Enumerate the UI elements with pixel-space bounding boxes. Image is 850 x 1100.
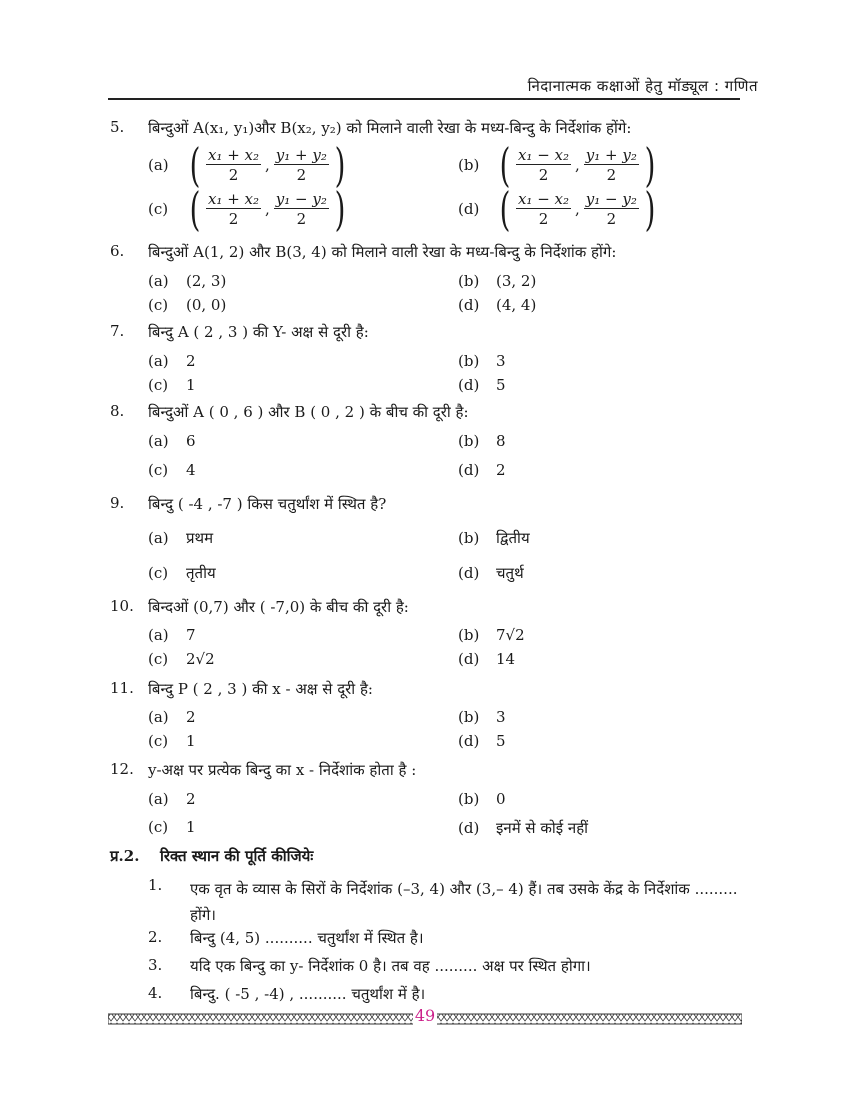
section-number: प्र.2. xyxy=(110,847,140,865)
option-c: (c) 4 xyxy=(148,461,196,479)
question-number: 8. xyxy=(110,402,125,420)
option-b: (b) (3, 2) xyxy=(458,272,537,290)
option-b: (b) ( $\frac{\text{x₁ − x₂}}{2}$ , $\frac{\text{y₁ + y₂}}{2}$ ) xyxy=(458,138,656,192)
fraction-numerator: x₁ + x₂ xyxy=(207,145,260,164)
fill-item-text: बिन्दु. ( -5 , -4) , .......... चतुर्थांश में है। xyxy=(190,985,426,1003)
question-number: 6. xyxy=(110,242,125,260)
fill-item: 4. xyxy=(148,984,163,1002)
section-title: रिक्त स्थान की पूर्ति कीजियेः xyxy=(160,847,314,865)
question-text: बिन्दु P ( 2 , 3 ) की x - अक्ष से दूरी है: xyxy=(148,680,373,698)
question-text: बिन्दओं (0,7) और ( -7,0) के बीच की दूरी है: xyxy=(148,598,409,616)
option-label: (b) xyxy=(458,156,480,174)
option-a: (a) (2, 3) xyxy=(148,272,227,290)
option-label: (d) xyxy=(458,200,480,218)
fraction-denominator: 2 xyxy=(296,209,307,228)
question-number: 5. xyxy=(110,118,125,136)
option-c: (c) (0, 0) xyxy=(148,296,227,314)
fraction-denominator: 2 xyxy=(538,165,549,184)
fraction-denominator: 2 xyxy=(606,165,617,184)
option-d: (d) 14 xyxy=(458,650,516,668)
running-header: निदानात्मक कक्षाओं हेतु मॉड्यूल : गणित xyxy=(527,77,758,95)
question-text: बिन्दुओं A(x₁, y₁)और B(x₂, y₂) को मिलाने वाली रेखा के मध्य-बिन्दु के निर्देशांक होंगे: xyxy=(148,119,632,137)
fraction-numerator: y₁ − y₂ xyxy=(275,189,327,208)
option-a: (a) प्रथम xyxy=(148,529,214,547)
option-d: (d) 5 xyxy=(458,376,506,394)
option-a: (a) 2 xyxy=(148,352,196,370)
option-b: (b) 8 xyxy=(458,432,506,450)
option-a: (a) ( $\frac{\text{x₁ + x₂}}{2}$ , $\frac{\text{y₁ + y₂}}{2}$ ) xyxy=(148,138,346,192)
fraction-numerator: x₁ − x₂ xyxy=(517,145,570,164)
option-d: (d) चतुर्थ xyxy=(458,564,524,582)
question-number: 10. xyxy=(110,597,134,615)
option-d: (d) ( $\frac{\text{x₁ − x₂}}{2}$ , $\frac{\text{y₁ − y₂}}{2}$ ) xyxy=(458,182,656,236)
fill-item: 3. xyxy=(148,956,163,974)
option-label: (a) xyxy=(148,156,169,174)
option-c: (c) तृतीय xyxy=(148,564,216,582)
option-b: (b) द्वितीय xyxy=(458,529,530,547)
fill-item: 1. xyxy=(148,876,163,894)
option-b: (b) 7√2 xyxy=(458,626,525,644)
fraction-numerator: y₁ + y₂ xyxy=(275,145,327,164)
fraction-numerator: y₁ + y₂ xyxy=(585,145,637,164)
question-text: बिन्दुओं A ( 0 , 6 ) और B ( 0 , 2 ) के बीच की दूरी है: xyxy=(148,403,469,421)
fraction-denominator: 2 xyxy=(296,165,307,184)
question-text: y-अक्ष पर प्रत्येक बिन्दु का x - निर्देशांक होता है : xyxy=(148,761,417,779)
option-c: (c) 1 xyxy=(148,818,196,836)
option-a: (a) 6 xyxy=(148,432,196,450)
option-a: (a) 7 xyxy=(148,626,196,644)
fill-item: 2. xyxy=(148,928,163,946)
option-c: (c) ( $\frac{\text{x₁ + x₂}}{2}$ , $\frac{\text{y₁ − y₂}}{2}$ ) xyxy=(148,182,346,236)
option-c: (c) 1 xyxy=(148,732,196,750)
fraction-denominator: 2 xyxy=(606,209,617,228)
option-a: (a) 2 xyxy=(148,790,196,808)
option-d: (d) 5 xyxy=(458,732,506,750)
question-text: बिन्दु A ( 2 , 3 ) की Y- अक्ष से दूरी है: xyxy=(148,323,369,341)
question-number: 7. xyxy=(110,322,125,340)
question-number: 9. xyxy=(110,494,125,512)
option-b: (b) 3 xyxy=(458,708,506,726)
fill-item-text: एक वृत के व्यास के सिरों के निर्देशांक (–3, 4) और (3,– 4) हैं। तब उसके केंद्र के निर्देशांक ......... होंगे। xyxy=(190,880,738,924)
page-number: 49 xyxy=(414,1006,436,1025)
fraction-denominator: 2 xyxy=(538,209,549,228)
question-text: बिन्दु ( -4 , -7 ) किस चतुर्थांश में स्थित है? xyxy=(148,495,387,513)
fraction-numerator: y₁ − y₂ xyxy=(585,189,637,208)
fraction-numerator: x₁ + x₂ xyxy=(207,189,260,208)
option-label: (c) xyxy=(148,200,169,218)
fill-item-text: बिन्दु (4, 5) .......... चतुर्थांश में स्थित है। xyxy=(190,929,424,947)
question-text: बिन्दुओं A(1, 2) और B(3, 4) को मिलाने वाली रेखा के मध्य-बिन्दु के निर्देशांक होंगे: xyxy=(148,243,617,261)
fraction-numerator: x₁ − x₂ xyxy=(517,189,570,208)
question-number: 11. xyxy=(110,679,134,697)
option-b: (b) 3 xyxy=(458,352,506,370)
option-c: (c) 2√2 xyxy=(148,650,215,668)
fill-item-text: यदि एक बिन्दु का y- निर्देशांक 0 है। तब वह ......... अक्ष पर स्थित होगा। xyxy=(190,957,591,975)
fraction-denominator: 2 xyxy=(228,165,239,184)
option-d: (d) इनमें से कोई नहीं xyxy=(458,819,589,837)
question-number: 12. xyxy=(110,760,134,778)
header-rule xyxy=(108,98,740,100)
option-b: (b) 0 xyxy=(458,790,506,808)
option-d: (d) 2 xyxy=(458,461,506,479)
option-c: (c) 1 xyxy=(148,376,196,394)
fraction-denominator: 2 xyxy=(228,209,239,228)
option-a: (a) 2 xyxy=(148,708,196,726)
option-d: (d) (4, 4) xyxy=(458,296,537,314)
